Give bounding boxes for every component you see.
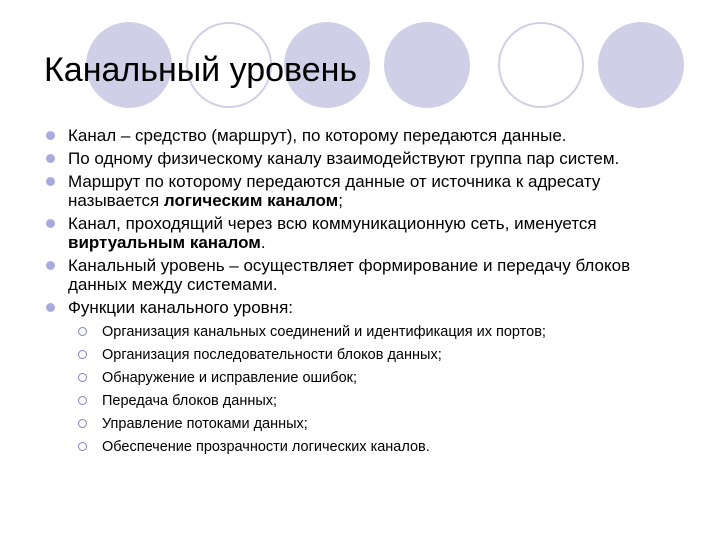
bullet-term-bold: виртуальным каналом [68,233,261,252]
bullet-text: Канал – средство (маршрут), по которому передаются данные. [68,126,567,145]
ring-bullet-icon [78,373,87,382]
sub-bullet-item [78,438,686,456]
bullet-dot-icon [46,131,55,140]
sub-bullet-text: Организация канальных соединений и идентификация их портов; [102,324,546,340]
sub-bullet-text: Обеспечение прозрачности логических каналов. [102,439,430,455]
sub-bullet-item [78,323,686,341]
bullet-dot-icon [46,177,55,186]
bullet-item [46,214,686,252]
bullet-dot-icon [46,261,55,270]
ring-bullet-icon [78,350,87,359]
sub-bullet-text: Организация последовательности блоков данных; [102,347,442,363]
bullet-item [46,172,686,210]
ring-bullet-icon [78,442,87,451]
decor-circle-4 [384,22,470,108]
bullet-text: По одному физическому каналу взаимодействуют группа пар систем. [68,149,620,168]
sub-bullet-text: Управление потоками данных; [102,416,308,432]
bullet-text-pre: Маршрут по которому передаются данные от источника к адресату называется [68,172,601,210]
bullet-dot-icon [46,154,55,163]
sub-bullet-item [78,392,686,410]
sub-bullet-item [78,346,686,364]
ring-bullet-icon [78,396,87,405]
slide-content [46,126,686,461]
bullet-text-pre: Канал, проходящий через всю коммуникационную сеть, именуется [68,214,597,233]
bullet-item [46,149,686,168]
ring-bullet-icon [78,327,87,336]
bullet-dot-icon [46,219,55,228]
sub-bullet-text: Передача блоков данных; [102,393,278,409]
sub-bullet-item [78,415,686,433]
decor-circle-5 [498,22,584,108]
bullet-text: Функции канального уровня: [68,298,294,317]
bullet-term-bold: логическим каналом [163,191,339,210]
ring-bullet-icon [78,419,87,428]
sub-bullet-list [78,323,686,456]
slide-title: Канальный уровень [44,51,358,89]
bullet-text: Канальный уровень – осуществляет формирование и передачу блоков данных между системами. [68,256,631,294]
sub-bullet-item [78,369,686,387]
bullet-item [46,126,686,145]
sub-bullet-text: Обнаружение и исправление ошибок; [102,370,358,386]
bullet-text-post: . [260,233,266,252]
bullet-item [46,298,686,456]
bullet-dot-icon [46,303,55,312]
bullet-item [46,256,686,294]
decor-circle-6 [598,22,684,108]
bullet-list [46,126,686,456]
bullet-text-post: ; [338,191,343,210]
